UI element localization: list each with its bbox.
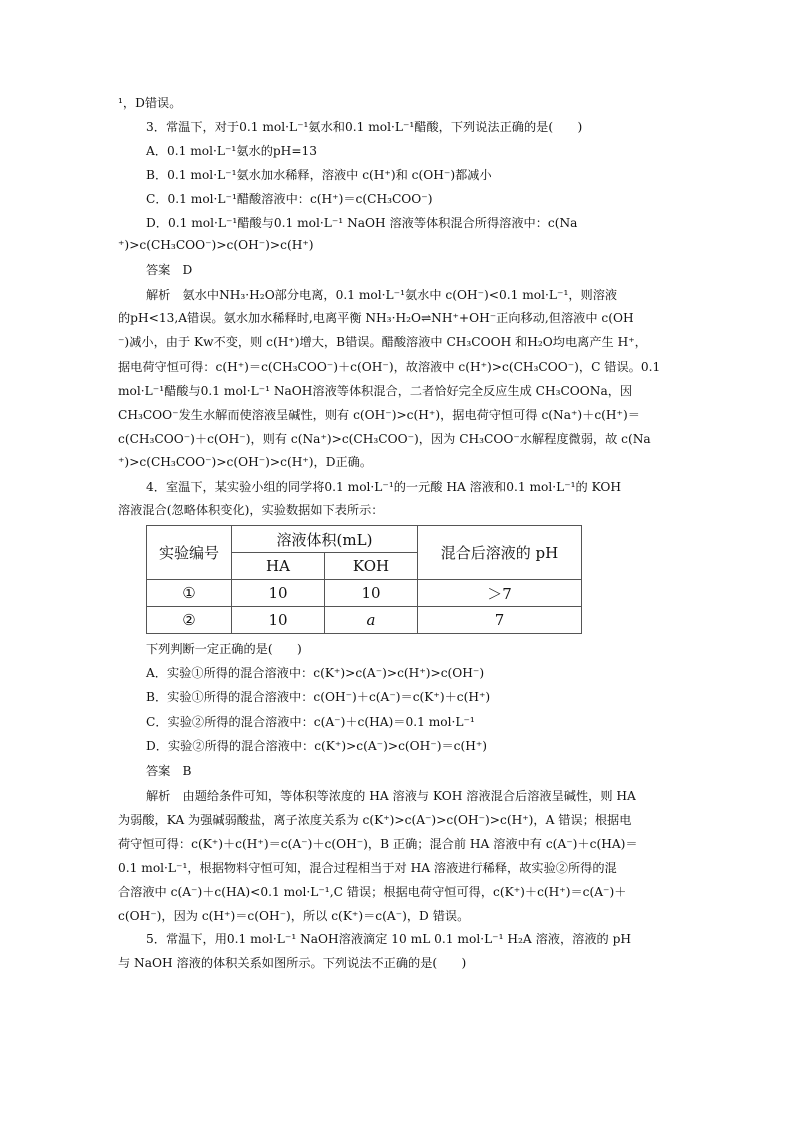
question-3-stem: 3．常温下，对于0.1 mol·L⁻¹氨水和0.1 mol·L⁻¹醋酸，下列说法正确的是( ) (146, 120, 583, 134)
q4-explanation-line: 合溶液中 c(A⁻)＋c(HA)<0.1 mol·L⁻¹,C 错误；根据电荷守恒可得，c(K⁺)＋c(H⁺)＝c(A⁻)＋ (118, 885, 627, 899)
q3-explanation-line: ⁺)>c(CH₃COO⁻)>c(OH⁻)>c(H⁺)，D正确。 (118, 455, 373, 469)
q4-prompt: 下列判断一定正确的是( ) (146, 642, 302, 656)
q4-explanation-line: c(OH⁻)，因为 c(H⁺)＝c(OH⁻)，所以 c(K⁺)＝c(A⁻)，D 错误。 (118, 909, 470, 923)
table-cell: ① (147, 580, 232, 607)
table-cell: 7 (418, 607, 582, 634)
table-header-ha: HA (232, 553, 325, 580)
q4-option-d: D．实验②所得的混合溶液中：c(K⁺)>c(A⁻)>c(OH⁻)＝c(H⁺) (146, 739, 488, 753)
table-cell: ② (147, 607, 232, 634)
table-header-koh: KOH (325, 553, 418, 580)
q3-explanation-line: c(CH₃COO⁻)＋c(OH⁻)，则有 c(Na⁺)>c(CH₃COO⁻)，因为 CH₃COO⁻水解程度微弱，故 c(Na (118, 432, 651, 446)
q3-option-b: B．0.1 mol·L⁻¹氨水加水稀释，溶液中 c(H⁺)和 c(OH⁻)都减小 (146, 168, 492, 182)
text-line: ¹，D错误。 (118, 96, 182, 110)
table-cell: a (325, 607, 418, 634)
question-5-stem-cont: 与 NaOH 溶液的体积关系如图所示。下列说法不正确的是( ) (118, 956, 467, 970)
table-row (147, 607, 582, 634)
table-cell: ＞7 (418, 580, 582, 607)
q3-explanation: 解析 氨水中NH₃·H₂O部分电离，0.1 mol·L⁻¹氨水中 c(OH⁻)<0.1 mol·L⁻¹，则溶液 (146, 288, 618, 302)
q3-explanation-line: mol·L⁻¹醋酸与0.1 mol·L⁻¹ NaOH溶液等体积混合，二者恰好完全反应生成 CH₃COONa，因 (118, 384, 633, 398)
q3-answer: 答案 D (146, 263, 193, 277)
table-cell: 10 (232, 580, 325, 607)
q3-explanation-line: ⁻)减小，由于 Kw不变，则 c(H⁺)增大，B错误。醋酸溶液中 CH₃COOH 和H₂O均电离产生 H⁺， (118, 335, 647, 349)
question-5-stem: 5．常温下，用0.1 mol·L⁻¹ NaOH溶液滴定 10 mL 0.1 mol·L⁻¹ H₂A 溶液，溶液的 pH (146, 932, 631, 946)
q3-option-d: D．0.1 mol·L⁻¹醋酸与0.1 mol·L⁻¹ NaOH 溶液等体积混合所得溶液中：c(Na (146, 216, 578, 230)
question-4-stem-cont: 溶液混合(忽略体积变化)，实验数据如下表所示： (118, 503, 384, 517)
q3-option-d-cont: ⁺)>c(CH₃COO⁻)>c(OH⁻)>c(H⁺) (118, 238, 314, 252)
table-header-id: 实验编号 (147, 526, 232, 580)
q4-option-a: A．实验①所得的混合溶液中：c(K⁺)>c(A⁻)>c(H⁺)>c(OH⁻) (146, 666, 485, 680)
table-header-ph: 混合后溶液的 pH (418, 526, 582, 580)
q4-explanation: 解析 由题给条件可知，等体积等浓度的 HA 溶液与 KOH 溶液混合后溶液呈碱性，则 HA (146, 789, 636, 803)
q4-option-c: C．实验②所得的混合溶液中：c(A⁻)＋c(HA)＝0.1 mol·L⁻¹ (146, 715, 475, 729)
q3-option-a: A．0.1 mol·L⁻¹氨水的pH=13 (146, 144, 318, 158)
table-header-volume: 溶液体积(mL) (232, 526, 418, 553)
experiment-table (146, 525, 582, 634)
q4-option-b: B．实验①所得的混合溶液中：c(OH⁻)＋c(A⁻)＝c(K⁺)＋c(H⁺) (146, 690, 491, 704)
q3-option-c: C．0.1 mol·L⁻¹醋酸溶液中：c(H⁺)＝c(CH₃COO⁻) (146, 192, 433, 206)
q4-explanation-line: 0.1 mol·L⁻¹，根据物料守恒可知，混合过程相当于对 HA 溶液进行稀释，故实验②所得的混 (118, 861, 617, 875)
question-4-stem: 4．室温下，某实验小组的同学将0.1 mol·L⁻¹的一元酸 HA 溶液和0.1 mol·L⁻¹的 KOH (146, 480, 621, 494)
q3-explanation-line: 的pH<13,A错误。氨水加水稀释时,电离平衡 NH₃·H₂O⇌NH⁺+OH⁻正向移动,但溶液中 c(OH (118, 311, 634, 325)
table-row (147, 580, 582, 607)
table-cell: 10 (325, 580, 418, 607)
q4-explanation-line: 荷守恒可得：c(K⁺)＋c(H⁺)＝c(A⁻)＋c(OH⁻)，B 正确；混合前 HA 溶液中有 c(A⁻)＋c(HA)＝ (118, 837, 638, 851)
q4-explanation-line: 为弱酸，KA 为强碱弱酸盐，离子浓度关系为 c(K⁺)>c(A⁻)>c(OH⁻)>c(H⁺)，A 错误；根据电 (118, 813, 632, 827)
q3-explanation-line: CH₃COO⁻发生水解而使溶液呈碱性，则有 c(OH⁻)>c(H⁺)，据电荷守恒可得 c(Na⁺)＋c(H⁺)＝ (118, 408, 640, 422)
q3-explanation-line: 据电荷守恒可得：c(H⁺)＝c(CH₃COO⁻)＋c(OH⁻)，故溶液中 c(H⁺)>c(CH₃COO⁻)，C 错误。0.1 (118, 360, 661, 374)
table-cell: 10 (232, 607, 325, 634)
q4-answer: 答案 B (146, 764, 192, 778)
